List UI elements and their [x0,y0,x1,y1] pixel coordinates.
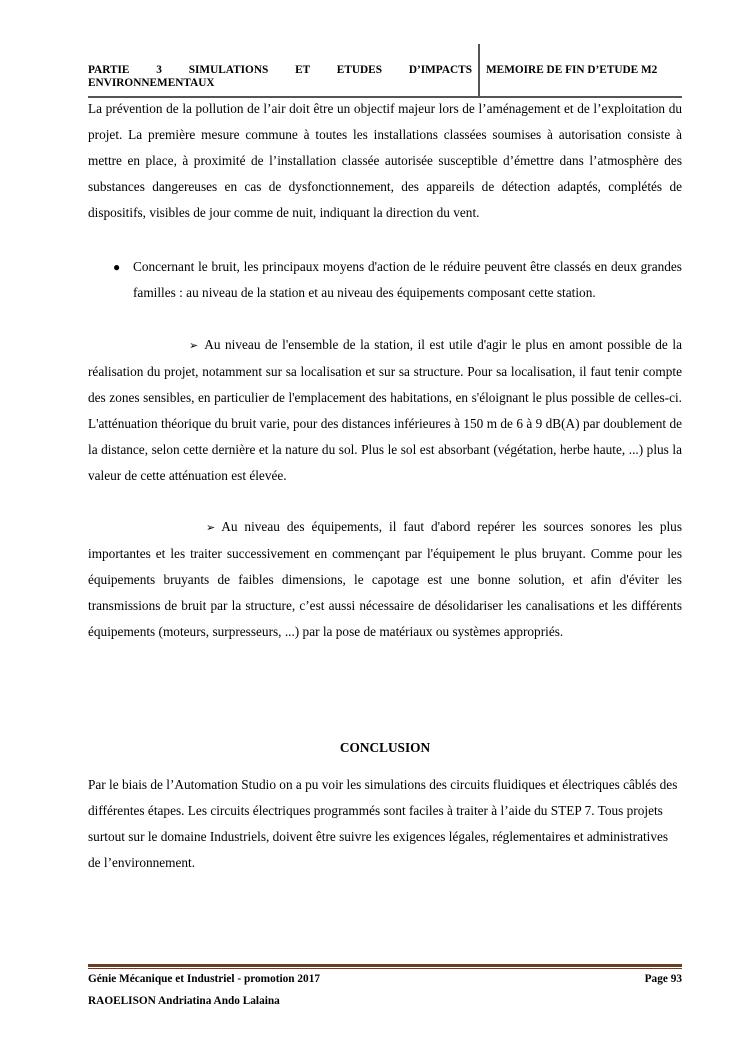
conclusion-heading: CONCLUSION [339,740,431,755]
paragraph-air-pollution: La prévention de la pollution de l’air doit être un objectif majeur lors de l’aménagement et de l’exploitation du projet. La première mesure commune à toutes les installations classées soumises à autorisation consiste à mettre en place, à proximité de l’installation classée autorisée susceptible d’émettre dans l’atmosphère des substances dangereuses en cas de dysfonctionnement, des appareils de détection adaptés, complétés de dispositifs, visibles de jour comme de nuit, indiquant la direction du vent. [88,101,682,220]
footer-rule-thin [88,968,682,969]
footer-rule-thick [88,964,682,967]
bullet-dot-icon: ● [113,260,121,274]
header-document-title: MEMOIRE DE FIN D’ETUDE M2 [486,64,658,76]
header-section-title [88,64,472,90]
paragraph-station-level [88,332,682,489]
footer-department: Génie Mécanique et Industriel - promotion 2017 [88,973,320,985]
bullet-list-item [88,254,682,306]
page-header [88,44,682,100]
header-section-title-line1: PARTIE 3 SIMULATIONS ET ETUDES D’IMPACTS [88,64,472,76]
paragraph-equipment-level-text: Au niveau des équipements, il faut d'abord repérer les sources sonores les plus importantes et les traiter successivement en commençant par l'équipement le plus bruyant. Comme pour les équipements bruyants de faibles dimensions, le capotage est une bonne solution, et afin d'éviter les transmissions de bruit par la structure, c’est aussi nécessaire de désolidariser les canalisations et les différents équipements (moteurs, surpresseurs, ...) par la pose de matériaux ou systèmes appropriés. [88,519,682,639]
footer-page-number: Page 93 [644,973,682,985]
arrow-bullet-icon: ➢ [189,339,199,352]
arrow-bullet-icon: ➢ [206,521,216,534]
paragraph-station-level-text: Au niveau de l'ensemble de la station, il est utile d'agir le plus en amont possible de la réalisation du projet, notamment sur sa localisation et sur sa structure. Pour sa localisation, il faut tenir compte des zones sensibles, en particulier de l'emplacement des habitations, en s'éloignant le plus possible de celles-ci. L'atténuation théorique du bruit varie, pour des distances inférieures à 150 m de 6 à 9 dB(A) par doublement de la distance, selon cette dernière et la nature du sol. Plus le sol est absorbant (végétation, herbe haute, ...) plus la valeur de cette atténuation est élevée. [88,337,682,483]
header-section-title-line2: ENVIRONNEMENTAUX [88,77,215,89]
footer-author: RAOELISON Andriatina Ando Lalaina [88,995,280,1007]
bullet-text-noise: Concernant le bruit, les principaux moyens d'action de le réduire peuvent être classés en deux grandes familles : au niveau de la station et au niveau des équipements composant cette station. [133,259,682,300]
paragraph-equipment-level [88,514,682,645]
header-separator [478,44,480,98]
conclusion-paragraph: Par le biais de l’Automation Studio on a pu voir les simulations des circuits fluidiques et électriques câblés des différentes étapes. Les circuits électriques programmés sont faciles à traiter à l’aide du STEP 7. Tous projets surtout sur le domaine Industriels, doivent être suivre les exigences légales, réglementaires et administratives de l’environnement. [88,777,678,870]
